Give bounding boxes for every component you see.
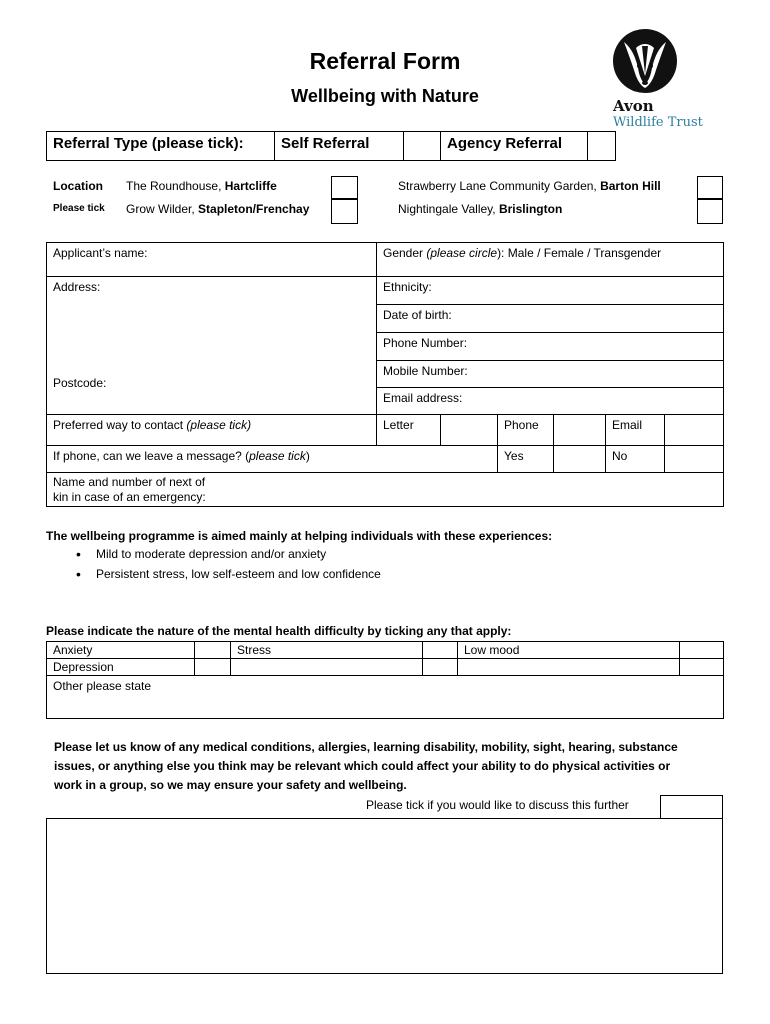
mental-health-heading: Please indicate the nature of the mental health difficulty by ticking any that apply: bbox=[46, 624, 512, 638]
mobile-number-field[interactable]: Mobile Number: bbox=[376, 360, 724, 388]
address-label: Address: bbox=[53, 280, 101, 294]
contact-letter-label: Letter bbox=[376, 414, 441, 446]
contact-email-checkbox[interactable] bbox=[664, 414, 724, 446]
leave-message-label: If phone, can we leave a message? (please tick) bbox=[46, 445, 498, 473]
next-of-kin-label-line2: kin in case of an emergency: bbox=[53, 490, 206, 504]
location-option-stapleton: Grow Wilder, Stapleton/Frenchay bbox=[126, 202, 310, 216]
contact-letter-checkbox[interactable] bbox=[440, 414, 498, 446]
email-address-field[interactable]: Email address: bbox=[376, 387, 724, 415]
contact-email-label: Email bbox=[605, 414, 665, 446]
location-option-hartcliffe: The Roundhouse, Hartcliffe bbox=[126, 179, 277, 193]
next-of-kin-field[interactable] bbox=[46, 472, 724, 507]
discuss-further-checkbox[interactable] bbox=[660, 795, 723, 819]
location-label: Location bbox=[53, 179, 103, 193]
anxiety-checkbox[interactable] bbox=[194, 641, 231, 659]
applicant-name-label: Applicant’s name: bbox=[53, 246, 148, 260]
page-subtitle: Wellbeing with Nature bbox=[291, 86, 479, 106]
list-item: • Persistent stress, low self-esteem and low confidence bbox=[72, 564, 381, 584]
message-no-label: No bbox=[605, 445, 665, 473]
message-yes-checkbox[interactable] bbox=[553, 445, 606, 473]
anxiety-label: Anxiety bbox=[46, 641, 195, 659]
location-option-brislington: Nightingale Valley, Brislington bbox=[398, 202, 563, 216]
agency-referral-label: Agency Referral bbox=[440, 131, 588, 161]
empty-cell bbox=[679, 658, 724, 676]
empty-cell bbox=[230, 658, 423, 676]
message-yes-label: Yes bbox=[497, 445, 554, 473]
ethnicity-field[interactable]: Ethnicity: bbox=[376, 276, 724, 305]
logo-text-wildlife-trust: Wildlife Trust bbox=[613, 115, 703, 130]
programme-heading: The wellbeing programme is aimed mainly at helping individuals with these experiences: bbox=[46, 529, 553, 543]
stress-checkbox[interactable] bbox=[422, 641, 458, 659]
discuss-further-label: Please tick if you would like to discuss this further bbox=[366, 798, 629, 812]
location-sublabel: Please tick bbox=[53, 203, 105, 214]
contact-phone-label: Phone bbox=[497, 414, 554, 446]
brislington-checkbox[interactable] bbox=[697, 199, 723, 224]
depression-label: Depression bbox=[46, 658, 195, 676]
stress-label: Stress bbox=[230, 641, 423, 659]
applicant-name-field[interactable] bbox=[46, 242, 377, 277]
logo-text-avon: Avon bbox=[613, 97, 654, 115]
empty-cell bbox=[422, 658, 458, 676]
depression-checkbox[interactable] bbox=[194, 658, 231, 676]
gender-field[interactable]: Gender (please circle): Male / Female / Transgender bbox=[376, 242, 724, 277]
phone-number-field[interactable]: Phone Number: bbox=[376, 332, 724, 361]
agency-referral-checkbox[interactable] bbox=[587, 131, 616, 161]
empty-cell bbox=[457, 658, 680, 676]
low-mood-checkbox[interactable] bbox=[679, 641, 724, 659]
message-no-checkbox[interactable] bbox=[664, 445, 724, 473]
contact-phone-checkbox[interactable] bbox=[553, 414, 606, 446]
self-referral-checkbox[interactable] bbox=[403, 131, 441, 161]
preferred-contact-label: Preferred way to contact (please tick) bbox=[46, 414, 377, 446]
other-label: Other please state bbox=[53, 679, 152, 693]
list-item: • Mild to moderate depression and/or anxiety bbox=[72, 544, 381, 564]
hartcliffe-checkbox[interactable] bbox=[331, 176, 358, 199]
next-of-kin-label-line1: Name and number of next of bbox=[53, 475, 206, 489]
postcode-label: Postcode: bbox=[53, 376, 107, 390]
referral-type-label: Referral Type (please tick): bbox=[46, 131, 275, 161]
stapleton-checkbox[interactable] bbox=[331, 199, 358, 224]
low-mood-label: Low mood bbox=[457, 641, 680, 659]
date-of-birth-field[interactable]: Date of birth: bbox=[376, 304, 724, 333]
self-referral-label: Self Referral bbox=[274, 131, 404, 161]
medical-paragraph: Please let us know of any medical conditions, allergies, learning disability, mobility, sight, hearing, substance issues, or anything else you think may be relevant which could affect your ability to do physical activities or work in a group, so we may ensure your safety and wellbeing. bbox=[54, 740, 678, 792]
location-option-barton-hill: Strawberry Lane Community Garden, Barton Hill bbox=[398, 179, 661, 193]
badger-logo-icon bbox=[612, 28, 678, 94]
programme-bullet-list bbox=[72, 544, 381, 584]
page-title: Referral Form bbox=[309, 48, 461, 74]
barton-hill-checkbox[interactable] bbox=[697, 176, 723, 199]
medical-details-textarea[interactable] bbox=[46, 818, 723, 974]
other-please-state-field[interactable] bbox=[46, 675, 724, 719]
address-field[interactable] bbox=[46, 276, 377, 415]
